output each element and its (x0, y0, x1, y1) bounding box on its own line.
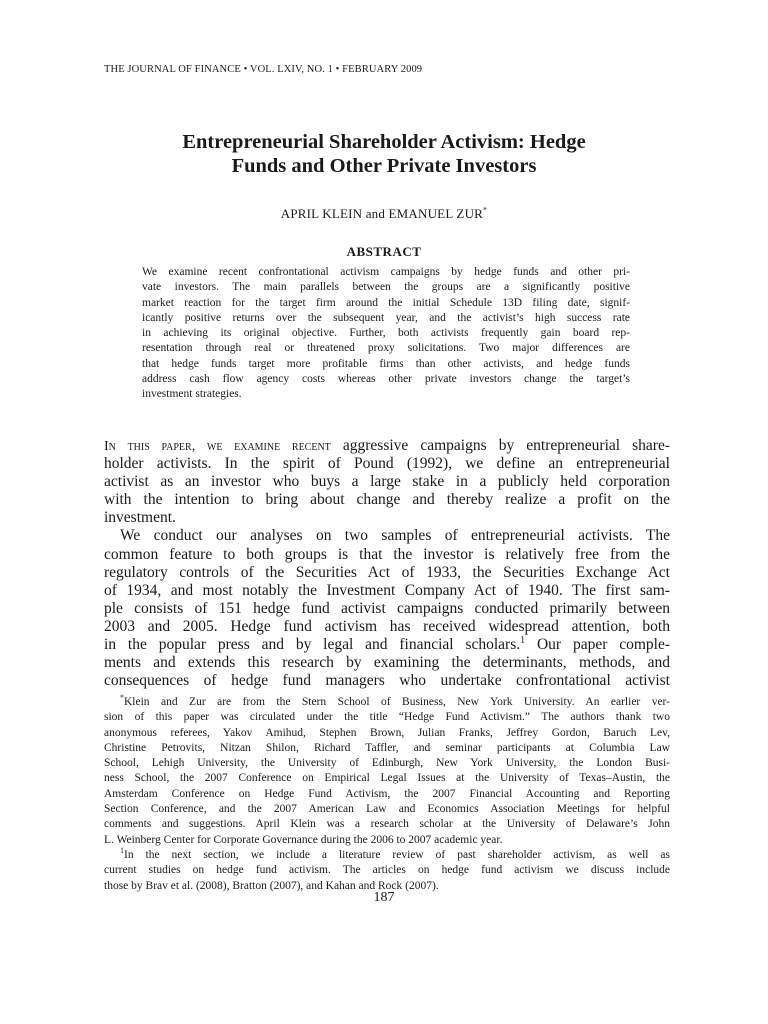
footnotes (104, 695, 670, 894)
lead-in-smallcaps: In this paper, we examine recent (104, 439, 331, 454)
body-line: 2003 and 2005. Hedge fund activism has received widespread attention, both (104, 617, 670, 635)
footnote-line: L. Weinberg Center for Corporate Governance during the 2006 to 2007 academic year. (104, 833, 503, 846)
body-line: activist as an investor who buys a large stake in a publicly held corporation (104, 473, 670, 491)
author-footnote-mark[interactable]: * (483, 205, 488, 215)
footnote-line: School, Lehigh University, the University of Edinburgh, New York University, the London Busi- (104, 757, 670, 770)
author-names: APRIL KLEIN and EMANUEL ZUR (280, 206, 484, 221)
abstract-line: in achieving its original objective. Further, both activists frequently gain board rep- (142, 327, 630, 340)
body-line (104, 636, 670, 654)
footnote-1-ref[interactable]: 1 (520, 634, 526, 646)
footnote-line: those by Brav et al. (2008), Bratton (2007), and Kahan and Rock (2007). (104, 879, 439, 892)
body-line: ple consists of 151 hedge fund activist campaigns conducted primarily between (104, 599, 670, 617)
abstract-line: market reaction for the target firm around the initial Schedule 13D filing date, signif- (142, 296, 630, 309)
body-line: of 1934, and most notably the Investment Company Act of 1940. The first sam- (104, 581, 670, 599)
footnote-line: Section Conference, and the 2007 American Law and Economics Association Meetings for helpful (104, 803, 670, 816)
abstract-line: address cash flow agency costs whereas other private investors change the target’s (142, 373, 630, 386)
footnote-line: anonymous referees, Yakov Amihud, Stephen Brown, Julian Franks, Jeffrey Gordon, Baruch Lev, (104, 726, 670, 739)
footnote-line: comments and suggestions. April Klein was a research scholar at the University of Delaware’s John (104, 818, 670, 831)
footnote-line: sion of this paper was circulated under the title “Hedge Fund Activism.” The authors thank two (104, 711, 670, 724)
footnote-line: ness School, the 2007 Conference on Empirical Legal Issues at the University of Texas–Austin, the (104, 772, 670, 785)
author-line (84, 206, 684, 222)
body-line: holder activists. In the spirit of Pound (1992), we define an entrepreneurial (104, 455, 670, 473)
body-line: regulatory controls of the Securities Act of 1933, the Securities Exchange Act (104, 563, 670, 581)
footnote-mark: * (120, 693, 124, 703)
title-line: Entrepreneurial Shareholder Activism: Hedge (182, 131, 586, 153)
footnote-line (104, 695, 670, 710)
body-line-text: aggressive campaigns by entrepreneurial share- (330, 437, 670, 454)
body-line (104, 437, 670, 455)
abstract-text (142, 265, 630, 403)
footnote-mark: 1 (120, 846, 124, 856)
body-line: We conduct our analyses on two samples of entrepreneurial activists. The (120, 527, 670, 545)
body-line-text: Our paper comple- (525, 636, 671, 654)
abstract-line: investment strategies. (142, 388, 242, 401)
body-line: ments and extends this research by examining the determinants, methods, and (104, 654, 670, 672)
abstract-line: that hedge funds target more profitable firms than other activists, and hedge funds (142, 357, 630, 370)
footnote-line-text: Klein and Zur are from the Stern School of Business, New York University. An earlier ver- (124, 696, 670, 708)
body-line: common feature to both groups is that the investor is relatively free from the (104, 545, 670, 563)
footnote-line: Amsterdam Conference on Hedge Fund Activism, the 2007 Financial Accounting and Reporting (104, 787, 670, 800)
body-line-text: in the popular press and by legal and financial scholars. (104, 636, 521, 654)
abstract-line: vate investors. The main parallels between the groups are a significantly positive (142, 281, 630, 294)
title-line: Funds and Other Private Investors (231, 155, 537, 177)
footnote-line (104, 848, 670, 863)
abstract-heading: ABSTRACT (346, 244, 422, 259)
body-line: investment. (104, 509, 176, 527)
abstract-line: icantly positive returns over the subsequent year, and the activist’s high success rate (142, 311, 630, 324)
body-line: with the intention to bring about change and thereby realize a profit on the (104, 491, 670, 509)
abstract-line: resentation through real or threatened proxy solicitations. Two major differences are (142, 342, 630, 355)
article-title (84, 130, 684, 178)
page-number: 187 (373, 890, 395, 905)
body-text (104, 437, 670, 690)
footnote-line: Christine Petrovits, Nitzan Shilon, Richard Taffler, and seminar participants at Columbia Law (104, 741, 670, 754)
footnote-line-text: In the next section, we include a literature review of past shareholder activism, as well as (124, 848, 670, 861)
running-head: THE JOURNAL OF FINANCE • VOL. LXIV, NO. 1 • FEBRUARY 2009 (104, 64, 423, 75)
body-line: consequences of hedge fund managers who undertake confrontational activist (104, 672, 670, 690)
footnote-line: current studies on hedge fund activism. The articles on hedge fund activism we discuss include (104, 864, 670, 877)
abstract-line: We examine recent confrontational activism campaigns by hedge funds and other pri- (142, 266, 630, 278)
